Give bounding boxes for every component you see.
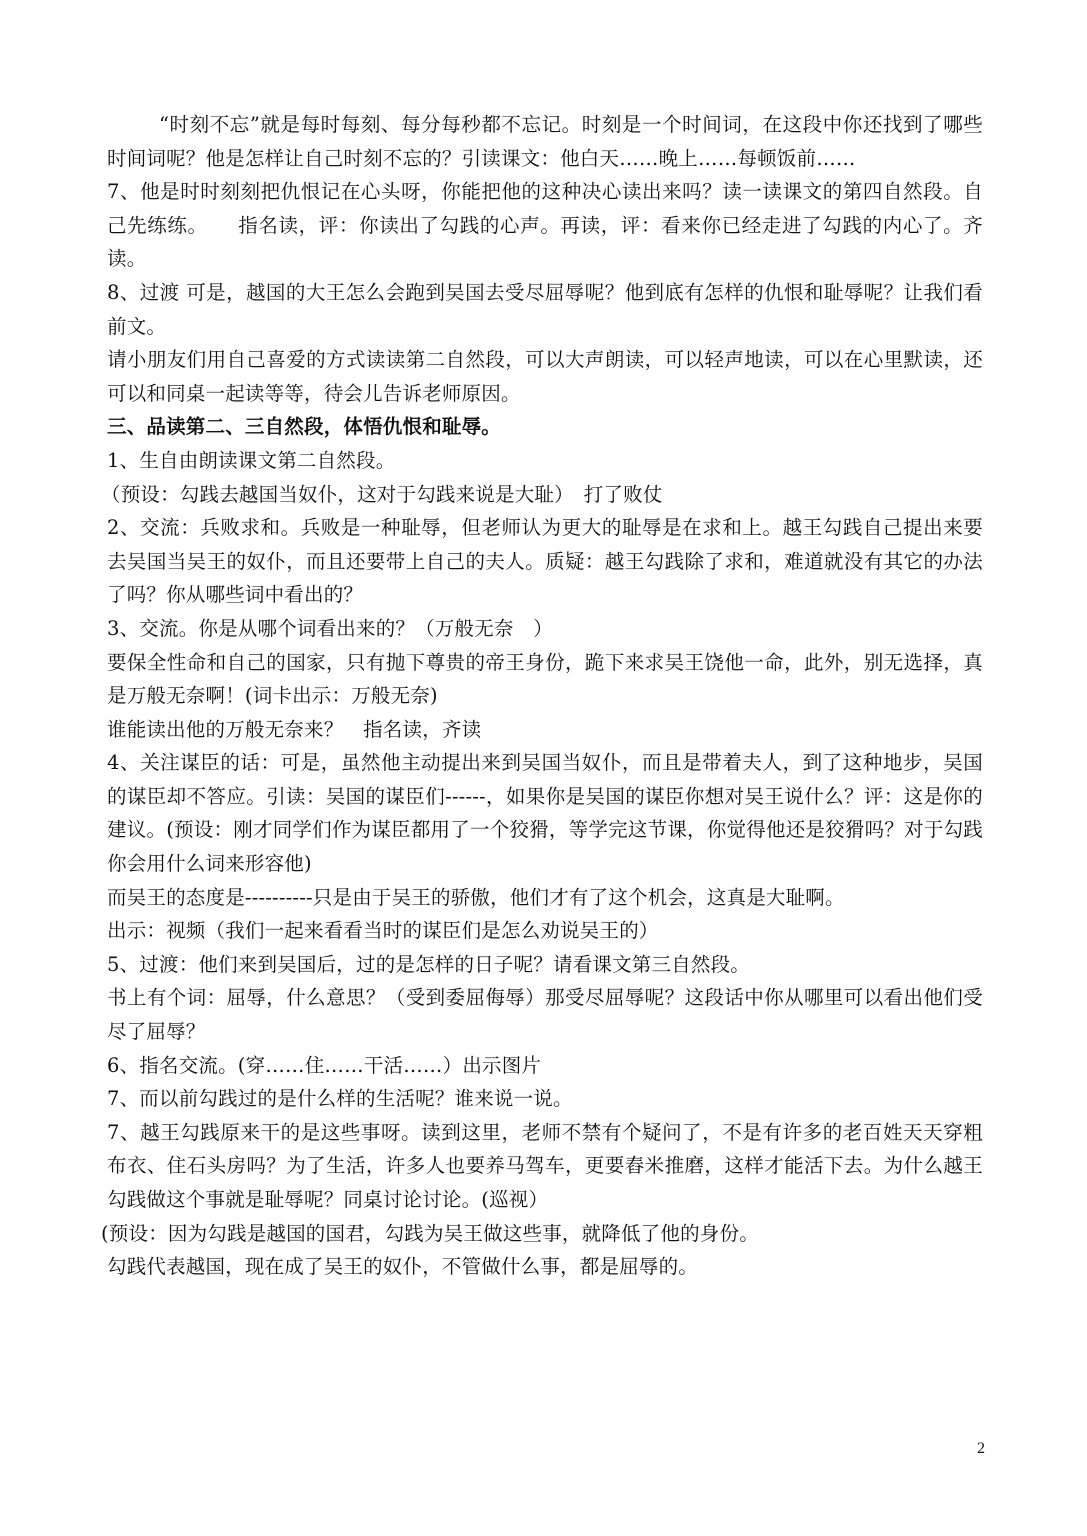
document-body <box>101 108 983 1284</box>
paragraph: 要保全性命和自己的国家，只有抛下尊贵的帝王身份，跪下来求吴王饶他一命，此外，别无选择，真是万般无奈啊！(词卡出示：万般无奈) <box>107 650 983 708</box>
paragraph: 6、指名交流。(穿……住……干活……）出示图片 <box>107 1053 542 1077</box>
paragraph: “时刻不忘”就是每时每刻、每分每秒都不忘记。时刻是一个时间词，在这段中你还找到了哪些时间词呢？他是怎样让自己时刻不忘的？引读课文：他白天……晚上……每顿饭前…… <box>107 113 983 170</box>
paragraph: 出示：视频（我们一起来看看当时的谋臣们是怎么劝说吴王的） <box>107 919 659 943</box>
paragraph: 请小朋友们用自己喜爱的方式读读第二自然段，可以大声朗读，可以轻声地读，可以在心里默读，还可以和同桌一起读等等，待会儿告诉老师原因。 <box>107 348 983 405</box>
page-number: 2 <box>977 1440 985 1457</box>
paragraph: 5、过渡：他们来到吴国后，过的是怎样的日子呢？请看课文第三自然段。 <box>107 952 751 976</box>
paragraph: 3、交流。你是从哪个词看出来的？（万般无奈 ） <box>107 616 554 640</box>
paragraph: 8、过渡 可是，越国的大王怎么会跑到吴国去受尽屈辱呢？他到底有怎样的仇恨和耻辱呢？让我们看前文。 <box>107 280 983 338</box>
paragraph: 谁能读出他的万般无奈来？ 指名读，齐读 <box>107 717 482 741</box>
paragraph: 7、而以前勾践过的是什么样的生活呢？谁来说一说。 <box>107 1087 573 1111</box>
section-heading: 三、品读第二、三自然段，体悟仇恨和耻辱。 <box>107 415 502 439</box>
paragraph: 书上有个词：屈辱，什么意思？（受到委屈侮辱）那受尽屈辱呢？这段话中你从哪里可以看出他们受尽了屈辱？ <box>107 986 983 1044</box>
paragraph: 勾践代表越国，现在成了吴王的奴仆，不管做什么事，都是屈辱的。 <box>107 1255 699 1279</box>
paragraph: 7、他是时时刻刻把仇恨记在心头呀，你能把他的这种决心读出来吗？读一读课文的第四自然段。自己先练练。 指名读，评：你读出了勾践的心声。再读，评：看来你已经走进了勾践的内心了。齐读。 <box>107 180 983 271</box>
paragraph: （预设：勾践去越国当奴仆，这对于勾践来说是大耻） 打了败仗 <box>101 482 663 506</box>
paragraph: (预设：因为勾践是越国的国君，勾践为吴王做这些事，就降低了他的身份。 <box>101 1221 759 1245</box>
paragraph: 7、越王勾践原来干的是这些事呀。读到这里，老师不禁有个疑问了，不是有许多的老百姓天天穿粗布衣、住石头房吗？为了生活，许多人也要养马驾车，更要舂米推磨，这样才能活下去。为什么越王勾践做这个事就是耻辱呢？同桌讨论讨论。(巡视） <box>107 1120 983 1211</box>
paragraph: 2、交流：兵败求和。兵败是一种耻辱，但老师认为更大的耻辱是在求和上。越王勾践自己提出来要去吴国当吴王的奴仆，而且还要带上自己的夫人。质疑：越王勾践除了求和，难道就没有其它的办法了吗？你从哪些词中看出的？ <box>107 516 983 607</box>
paragraph: 而吴王的态度是----------只是由于吴王的骄傲，他们才有了这个机会，这真是大耻啊。 <box>107 885 845 909</box>
paragraph: 4、关注谋臣的话：可是，虽然他主动提出来到吴国当奴仆，而且是带着夫人，到了这种地步，吴国的谋臣却不答应。引读：吴国的谋臣们------，如果你是吴国的谋臣你想对吴王说什么？评：这是你的建议。(预设：刚才同学们作为谋臣都用了一个狡猾，等学完这节课，你觉得他还是狡猾吗？对于勾践你会用什么词来形容他) <box>107 751 983 876</box>
paragraph: 1、生自由朗读课文第二自然段。 <box>107 448 396 472</box>
